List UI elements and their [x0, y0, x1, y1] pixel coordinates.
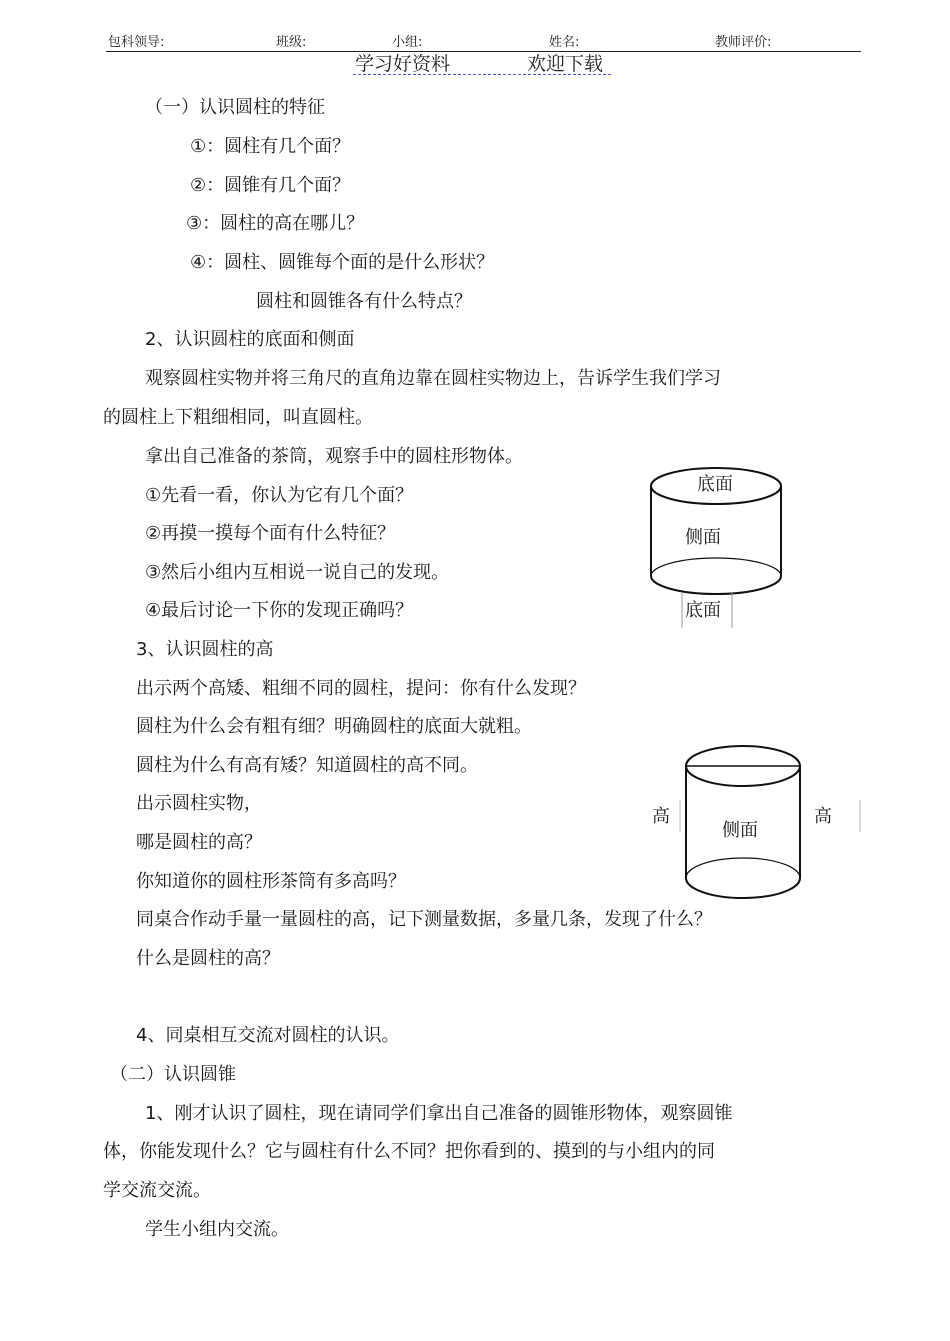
line-measure: 同桌合作动手量一量圆柱的高，记下测量数据，多量几条，发现了什么？ [136, 909, 712, 930]
line-show-object: 出示圆柱实物， [136, 793, 262, 814]
step-4: ④最后讨论一下你的发现正确吗？ [145, 600, 414, 621]
header-group-label: 小组: [392, 35, 423, 50]
paragraph-take-out: 拿出自己准备的茶筒，观察手中的圆柱形物体。 [145, 446, 523, 467]
line-how-tall: 你知道你的圆柱形茶筒有多高吗？ [136, 871, 406, 892]
step-3: ③然后小组内互相说一说自己的发现。 [145, 562, 450, 583]
question-2: ②：圆锥有几个面？ [190, 175, 351, 196]
step-2: ②再摸一摸每个面有什么特征？ [145, 523, 396, 544]
cylinder-bottom-back [686, 858, 800, 878]
question-1: ①：圆柱有几个面？ [190, 136, 351, 157]
paragraph-cone-line1: 1、刚才认识了圆柱，现在请同学们拿出自己准备的圆锥形物体，观察圆锥 [145, 1103, 733, 1124]
header-teacher-eval-label: 教师评价: [715, 35, 772, 50]
paragraph-observe-line2: 的圆柱上下粗细相同，叫直圆柱。 [103, 407, 373, 428]
step-1: ①先看一看，你认为它有几个面？ [145, 485, 414, 506]
paragraph-observe-line1: 观察圆柱实物并将三角尺的直角边靠在圆柱实物边上，告诉学生我们学习 [145, 368, 721, 389]
side-face-label: 侧面 [722, 820, 758, 841]
subtitle-left: 学习好资料 [355, 53, 451, 75]
question-4: ④：圆柱、圆锥每个面的是什么形状？ [190, 252, 495, 273]
cylinder-bottom-back [651, 558, 781, 576]
heading-4: 4、同桌相互交流对圆柱的认识。 [136, 1025, 400, 1046]
side-face-label: 侧面 [685, 527, 721, 548]
paragraph-cone-line3: 学交流交流。 [103, 1180, 211, 1201]
subtitle-underline [353, 74, 611, 75]
heading-3: 3、认识圆柱的高 [136, 639, 274, 660]
line-show-cylinders: 出示两个高矮、粗细不同的圆柱，提问：你有什么发现？ [136, 678, 586, 699]
base-bottom-label: 底面 [685, 600, 721, 621]
question-3: ③：圆柱的高在哪儿？ [186, 213, 365, 234]
subtitle-right: 欢迎下载 [527, 53, 604, 75]
question-summary: 圆柱和圆锥各有什么特点？ [256, 291, 472, 312]
header-leader-label: 包科领导: [108, 35, 165, 50]
paragraph-cone-line2: 体，你能发现什么？它与圆柱有什么不同？把你看到的、摸到的与小组内的同 [103, 1141, 715, 1162]
section-heading-cylinder-features: （一）认识圆柱的特征 [145, 97, 325, 118]
cylinder-bottom-front [686, 878, 800, 898]
cylinder-bottom-front [651, 576, 781, 594]
height-left-label: 高 [652, 806, 670, 827]
section-heading-cone: （二）认识圆锥 [110, 1064, 236, 1085]
line-tall-short: 圆柱为什么有高有矮？知道圆柱的高不同。 [136, 755, 478, 776]
header-rule [106, 51, 861, 52]
header-name-label: 姓名: [549, 35, 580, 50]
heading-2: 2、认识圆柱的底面和侧面 [145, 329, 355, 350]
line-what-is-height: 什么是圆柱的高？ [136, 948, 280, 969]
cylinder-figure-faces [640, 458, 800, 633]
header-class-label: 班级: [276, 35, 307, 50]
base-top-label: 底面 [697, 474, 733, 495]
line-which-height: 哪是圆柱的高？ [136, 832, 262, 853]
line-group-discuss: 学生小组内交流。 [145, 1219, 289, 1240]
cylinder-figure-height [640, 738, 870, 908]
line-thick-thin: 圆柱为什么会有粗有细？明确圆柱的底面大就粗。 [136, 716, 532, 737]
height-right-label: 高 [814, 806, 832, 827]
